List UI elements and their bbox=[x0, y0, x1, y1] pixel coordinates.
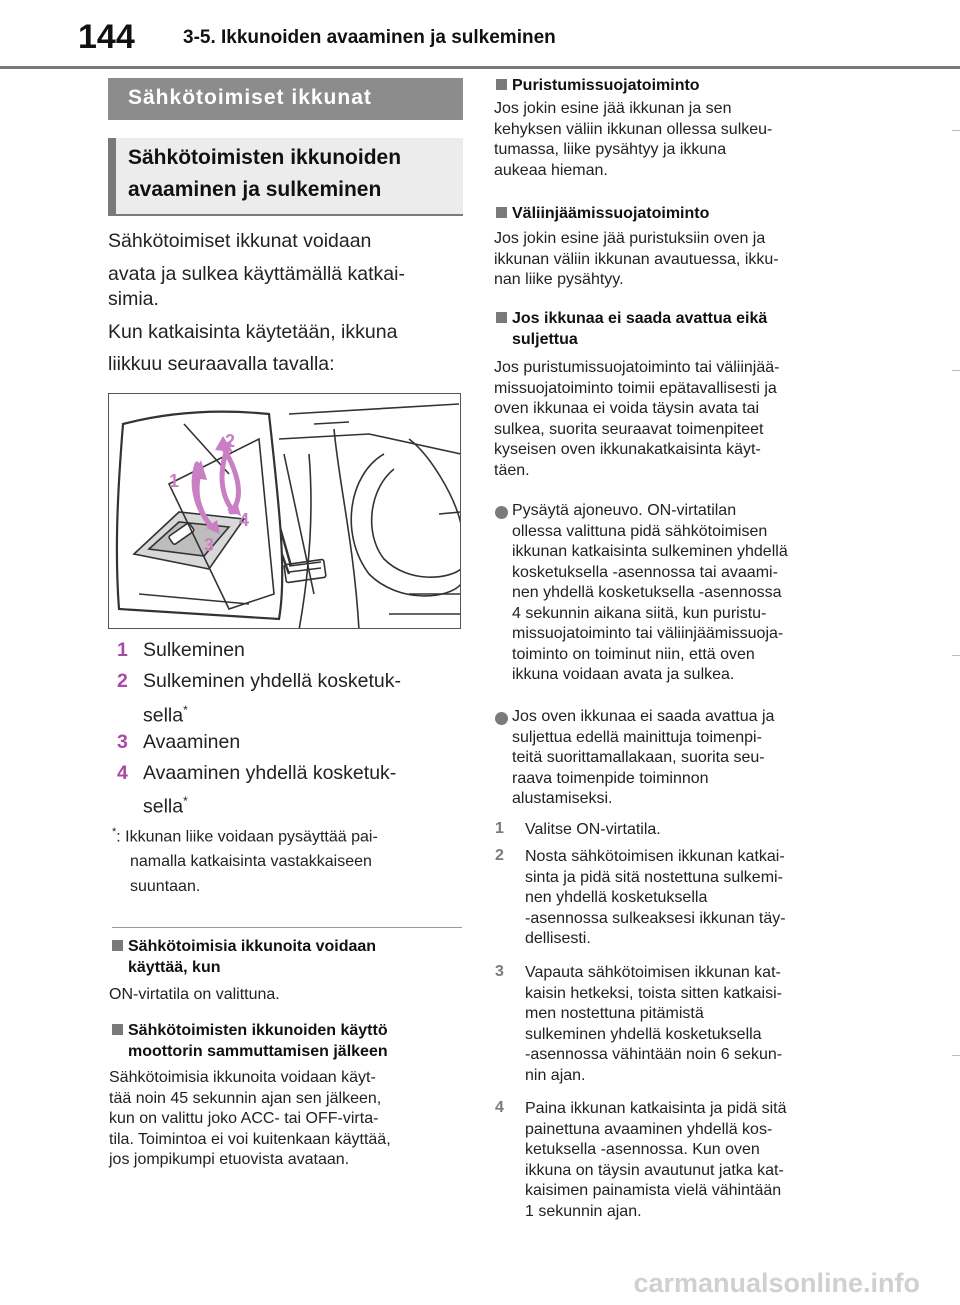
bullet-dot-1 bbox=[495, 506, 508, 519]
item-label-2a: Sulkeminen yhdellä kosketuk- bbox=[143, 670, 401, 692]
bullet-1-text: Pysäytä ajoneuvo. ON-virtatilan ollessa valittuna pidä sähkötoimisen ikkunan katkaisinta sulkeminen yhdellä kosketuksella -asennossa tai avaami- nen yhdellä kosketuksella -asennossa 4 sekunnin aikana siitä, kun puristu- missuojatoiminto tai väliinjäämissuoja- toiminto on toiminut niin, että oven ikkuna voidaan avata ja sulkea. bbox=[512, 502, 788, 683]
right-section-1-body: Jos jokin esine jää ikkunan ja sen kehyksen väliin ikkunan ollessa sulkeu- tumassa, liike pysähtyy ja ikkuna aukeaa hieman. bbox=[494, 100, 773, 179]
topic-banner-line2: avaaminen ja sulkeminen bbox=[128, 178, 382, 201]
footnote-line-2: namalla katkaisinta vastakkaiseen bbox=[130, 853, 372, 870]
step-number-2: 2 bbox=[495, 847, 504, 864]
callout-2: 2 bbox=[225, 431, 236, 451]
left-section-2-title: Sähkötoimisten ikkunoiden käyttö moottorin sammuttamisen jälkeen bbox=[112, 1020, 462, 1062]
right-section-2-body: Jos jokin esine jää puristuksiin oven ja ikkunan väliin ikkunan avautuessa, ikku- nan liike pysähtyy. bbox=[494, 230, 779, 288]
step-1-text: Valitse ON-virtatila. bbox=[525, 821, 661, 838]
callout-1: 1 bbox=[169, 471, 180, 491]
intro-line-4: Kun katkaisinta käytetään, ikkuna bbox=[108, 321, 398, 343]
chapter-banner-title: Sähkötoimiset ikkunat bbox=[128, 86, 372, 109]
item-label-2b: sella* bbox=[143, 703, 188, 727]
item-number-3: 3 bbox=[117, 731, 128, 753]
watermark: carmanualsonline.info bbox=[633, 1268, 920, 1298]
margin-tick bbox=[952, 655, 960, 656]
intro-line-3: simia. bbox=[108, 288, 159, 310]
section-title: 3-5. Ikkunoiden avaaminen ja sulkeminen bbox=[183, 27, 556, 48]
margin-tick bbox=[952, 1055, 960, 1056]
window-switch-drawing bbox=[109, 394, 461, 629]
right-section-3-title: Jos ikkunaa ei saada avattua eikä suljettua bbox=[496, 308, 767, 350]
footnote-line-3: suuntaan. bbox=[130, 878, 201, 895]
step-number-3: 3 bbox=[495, 963, 504, 980]
item-label-4a: Avaaminen yhdellä kosketuk- bbox=[143, 762, 397, 784]
bullet-dot-2 bbox=[495, 712, 508, 725]
item-label-3: Avaaminen bbox=[143, 731, 241, 753]
margin-tick bbox=[952, 370, 960, 371]
topic-banner bbox=[108, 138, 463, 216]
left-section-1-title: Sähkötoimisia ikkunoita voidaan käyttää, kun bbox=[112, 936, 462, 978]
window-switch-illustration bbox=[108, 393, 461, 629]
page-number: 144 bbox=[78, 18, 135, 56]
item-number-1: 1 bbox=[117, 639, 128, 661]
right-section-3-body: Jos puristumissuojatoiminto tai väliinjää- missuojatoiminto toimii epätavallisesti ja oven ikkunaa ei voida täysin avata tai sulkea, suorita seuraavat toimenpiteet kyseisen oven ikkunakatkaisinta käyt- täen. bbox=[494, 359, 780, 479]
callout-3: 3 bbox=[204, 535, 215, 555]
item-number-2: 2 bbox=[117, 670, 128, 692]
intro-line-2: avata ja sulkea käyttämällä katkai- bbox=[108, 263, 405, 285]
right-section-2-title: Väliinjäämissuojatoiminto bbox=[496, 203, 709, 224]
intro-line-1: Sähkötoimiset ikkunat voidaan bbox=[108, 230, 372, 252]
intro-line-5: liikkuu seuraavalla tavalla: bbox=[108, 353, 335, 375]
header-rule bbox=[0, 66, 960, 69]
callout-4: 4 bbox=[239, 510, 250, 530]
divider bbox=[112, 927, 462, 928]
step-2-text: Nosta sähkötoimisen ikkunan katkai- sinta ja pidä sitä nostettuna sulkemi- nen yhdellä kosketuksella -asennossa sulkeaksesi ikkunan täy- dellisesti. bbox=[525, 848, 786, 947]
item-number-4: 4 bbox=[117, 762, 128, 784]
step-number-4: 4 bbox=[495, 1099, 504, 1116]
step-4-text: Paina ikkunan katkaisinta ja pidä sitä painettuna avaaminen yhdellä kos- ketuksella -asennossa. Kun oven ikkuna on täysin avautunut jatka kat- kaisimen painamista vielä vähintään 1 sekunnin ajan. bbox=[525, 1100, 787, 1220]
right-section-1-title: Puristumissuojatoiminto bbox=[496, 75, 700, 96]
step-number-1: 1 bbox=[495, 820, 504, 837]
item-label-4b: sella* bbox=[143, 794, 188, 818]
bullet-2-text: Jos oven ikkunaa ei saada avattua ja suljettua edellä mainittuja toimenpi- teitä suorittamallakaan, suorita seu- raava toimenpide toiminnon alustamiseksi. bbox=[512, 708, 775, 807]
step-3-text: Vapauta sähkötoimisen ikkunan kat- kaisin hetkeksi, toista sitten katkaisi- men nostettuna pitämistä sulkeminen yhdellä kosketuksella -asennossa vähintään noin 6 sekun- nin ajan. bbox=[525, 964, 783, 1084]
topic-banner-line1: Sähkötoimisten ikkunoiden bbox=[128, 146, 402, 169]
chapter-banner bbox=[108, 78, 463, 120]
footnote-line-1: *: Ikkunan liike voidaan pysäyttää pai- bbox=[112, 826, 378, 846]
left-section-1-body: ON-virtatila on valittuna. bbox=[109, 986, 280, 1003]
item-label-1: Sulkeminen bbox=[143, 639, 245, 661]
margin-tick bbox=[952, 130, 960, 131]
left-section-2-body: Sähkötoimisia ikkunoita voidaan käyt- tää noin 45 sekunnin ajan sen jälkeen, kun on valittu joko ACC- tai OFF-virta- tila. Toimintoa ei voi kuitenkaan käyttää, jos jompikumpi etuovista avataan. bbox=[109, 1069, 391, 1168]
